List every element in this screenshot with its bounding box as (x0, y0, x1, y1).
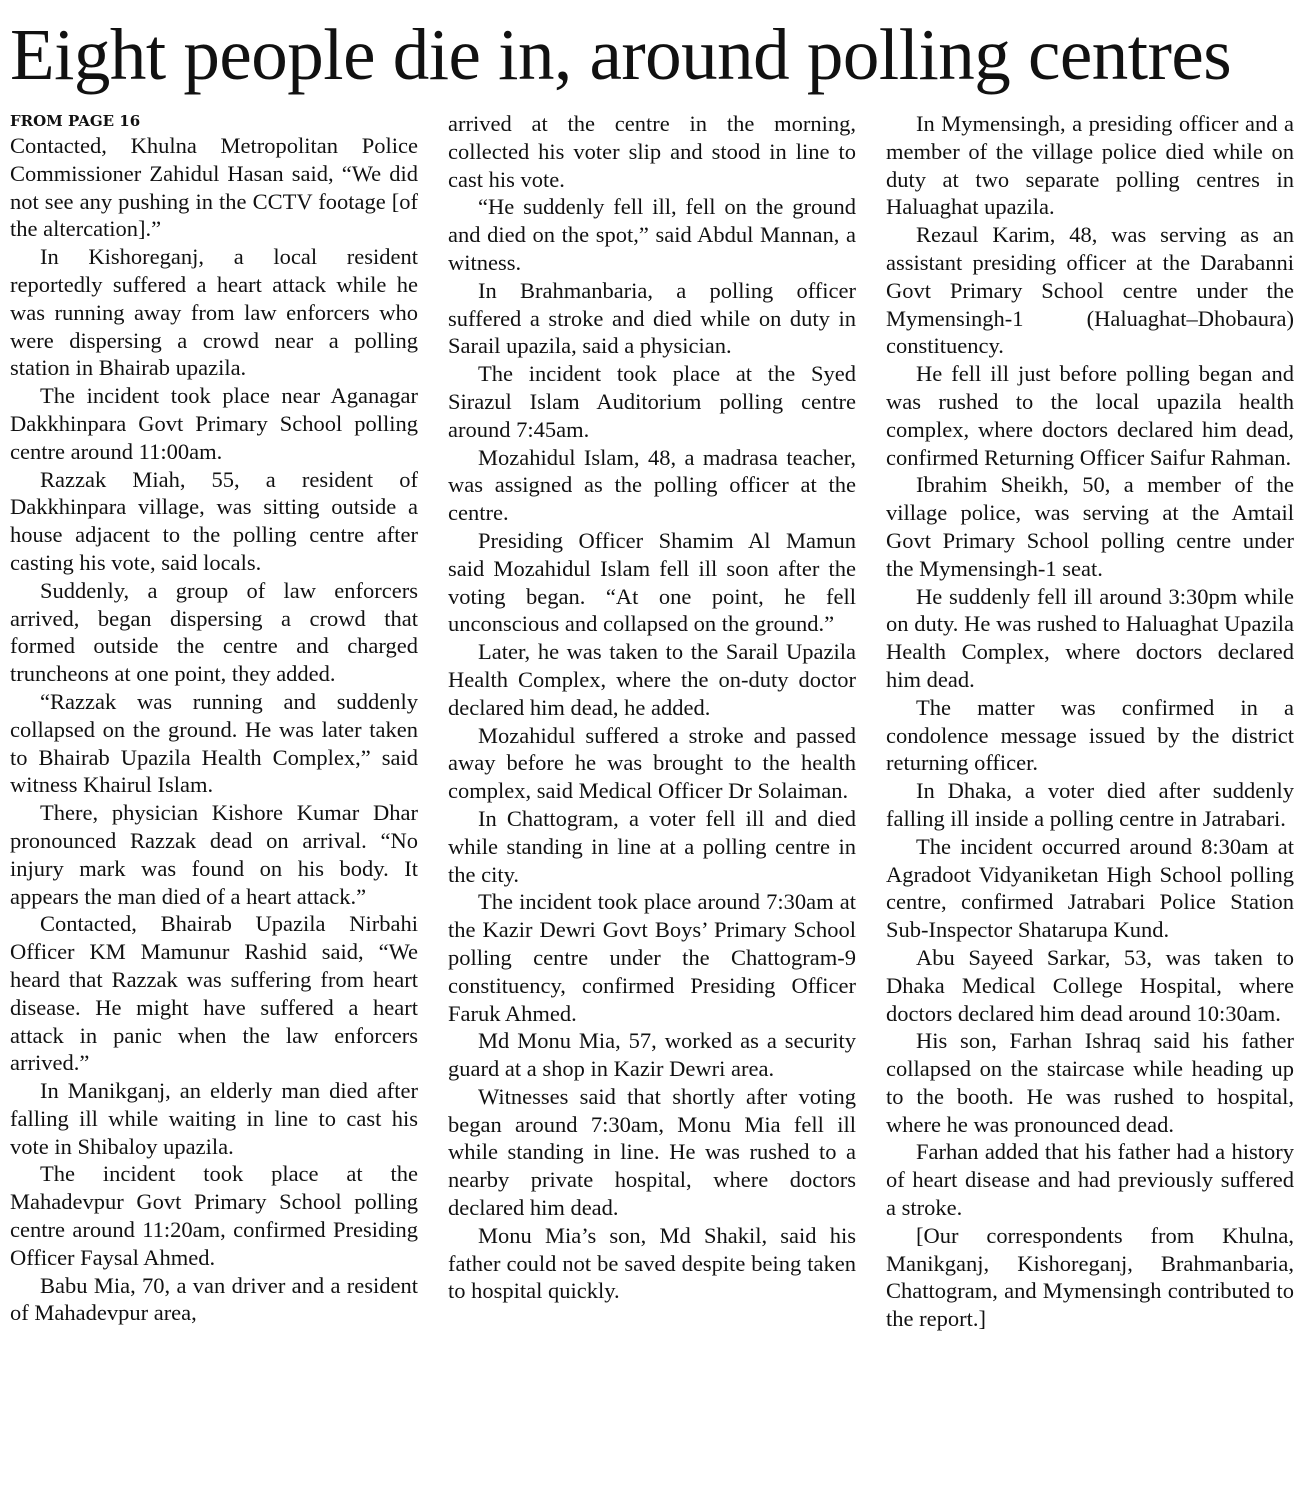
paragraph: “Razzak was running and suddenly collapsed on the ground. He was later taken to Bhairab Upazila Health Complex,” said witness Khairul Islam. (10, 688, 418, 798)
paragraph: Contacted, Bhairab Upazila Nirbahi Officer KM Mamunur Rashid said, “We heard that Razzak was suffering from heart disease. He might have suffered a heart attack in panic when the law enforcers arrived.” (10, 911, 418, 1076)
paragraph: Md Monu Mia, 57, worked as a security guard at a shop in Kazir Dewri area. (448, 1028, 856, 1082)
paragraph: In Chattogram, a voter fell ill and died while standing in line at a polling centre in the city. (448, 805, 856, 887)
paragraph: In Manikganj, an elderly man died after falling ill while waiting in line to cast his vote in Shibaloy upazila. (10, 1078, 418, 1159)
paragraph: The incident occurred around 8:30am at Agradoot Vidyaniketan High School polling centre, confirmed Jatrabari Police Station Sub-Inspector Shatarupa Kund. (886, 833, 1294, 943)
article-column-2 (448, 110, 856, 1305)
continuation-kicker: FROM PAGE 16 (10, 112, 141, 130)
paragraph: Farhan added that his father had a history of heart disease and had previously suffered a stroke. (886, 1139, 1294, 1221)
paragraph: He fell ill just before polling began and was rushed to the local upazila health complex, where doctors declared him dead, confirmed Returning Officer Saifur Rahman. (886, 361, 1294, 470)
paragraph: Mozahidul suffered a stroke and passed away before he was brought to the health complex, said Medical Officer Dr Solaiman. (448, 722, 856, 804)
paragraph: Mozahidul Islam, 48, a madrasa teacher, was assigned as the polling officer at the centre. (448, 444, 856, 526)
paragraph: In Brahmanbaria, a polling officer suffered a stroke and died while on duty in Sarail upazila, said a physician. (448, 277, 856, 359)
paragraph: His son, Farhan Ishraq said his father collapsed on the staircase while heading up to the booth. He was rushed to hospital, where he was pronounced dead. (886, 1028, 1294, 1137)
paragraph: The incident took place at the Syed Sirazul Islam Auditorium polling centre around 7:45am. (448, 361, 856, 442)
paragraph: In Mymensingh, a presiding officer and a member of the village police died while on duty at two separate polling centres in Haluaghat upazila. (886, 111, 1294, 220)
article-column-3 (886, 110, 1294, 1333)
paragraph: The incident took place at the Mahadevpur Govt Primary School polling centre around 11:20am, confirmed Presiding Officer Faysal Ahmed. (10, 1161, 418, 1270)
paragraph: “He suddenly fell ill, fell on the ground and died on the spot,” said Abdul Mannan, a witness. (448, 194, 856, 275)
contributors-note: [Our correspondents from Khulna, Manikganj, Kishoreganj, Brahmanbaria, Chattogram, and Mymensingh contributed to the report.] (886, 1222, 1294, 1332)
paragraph: arrived at the centre in the morning, collected his voter slip and stood in line to cast his vote. (448, 111, 856, 192)
paragraph: The incident took place near Aganagar Dakkhinpara Govt Primary School polling centre around 11:00am. (10, 383, 418, 464)
paragraph: Abu Sayeed Sarkar, 53, was taken to Dhaka Medical College Hospital, where doctors declared him dead around 10:30am. (886, 944, 1294, 1026)
paragraph: Suddenly, a group of law enforcers arrived, began dispersing a crowd that formed outside the centre and charged truncheons at one point, they added. (10, 577, 418, 687)
paragraph: Razzak Miah, 55, a resident of Dakkhinpara village, was sitting outside a house adjacent to the polling centre after casting his vote, said locals. (10, 466, 418, 575)
article-column-1 (10, 110, 418, 1327)
paragraph: Presiding Officer Shamim Al Mamun said Mozahidul Islam fell ill soon after the voting began. “At one point, he fell unconscious and collapsed on the ground.” (448, 527, 856, 637)
paragraph: Later, he was taken to the Sarail Upazila Health Complex, where the on-duty doctor declared him dead, he added. (448, 639, 856, 720)
paragraph: Babu Mia, 70, a van driver and a resident of Mahadevpur area, (10, 1272, 418, 1326)
paragraph: Contacted, Khulna Metropolitan Police Commissioner Zahidul Hasan said, “We did not see any pushing in the CCTV footage [of the altercation].” (10, 133, 418, 242)
paragraph: He suddenly fell ill around 3:30pm while on duty. He was rushed to Haluaghat Upazila Health Complex, where doctors declared him dead. (886, 583, 1294, 692)
paragraph: Ibrahim Sheikh, 50, a member of the village police, was serving at the Amtail Govt Primary School polling centre under the Mymensingh-1 seat. (886, 472, 1294, 581)
paragraph: In Kishoreganj, a local resident reportedly suffered a heart attack while he was running away from law enforcers who were dispersing a crowd near a polling station in Bhairab upazila. (10, 244, 418, 381)
paragraph: The matter was confirmed in a condolence message issued by the district returning officer. (886, 694, 1294, 776)
paragraph: Monu Mia’s son, Md Shakil, said his father could not be saved despite being taken to hospital quickly. (448, 1222, 856, 1304)
paragraph: The incident took place around 7:30am at the Kazir Dewri Govt Boys’ Primary School polling centre under the Chattogram-9 constituency, confirmed Presiding Officer Faruk Ahmed. (448, 889, 856, 1026)
paragraph: Rezaul Karim, 48, was serving as an assistant presiding officer at the Darabanni Govt Primary School centre under the Mymensingh-1 (Haluaghat–Dhobaura) constituency. (886, 222, 1294, 359)
headline: Eight people die in, around polling centres (10, 14, 1232, 95)
paragraph: In Dhaka, a voter died after suddenly falling ill inside a polling centre in Jatrabari. (886, 778, 1294, 831)
paragraph: Witnesses said that shortly after voting began around 7:30am, Monu Mia fell ill while standing in line. He was rushed to a nearby private hospital, where doctors declared him dead. (448, 1083, 856, 1221)
paragraph: There, physician Kishore Kumar Dhar pronounced Razzak dead on arrival. “No injury mark was found on his body. It appears the man died of a heart attack.” (10, 800, 418, 909)
